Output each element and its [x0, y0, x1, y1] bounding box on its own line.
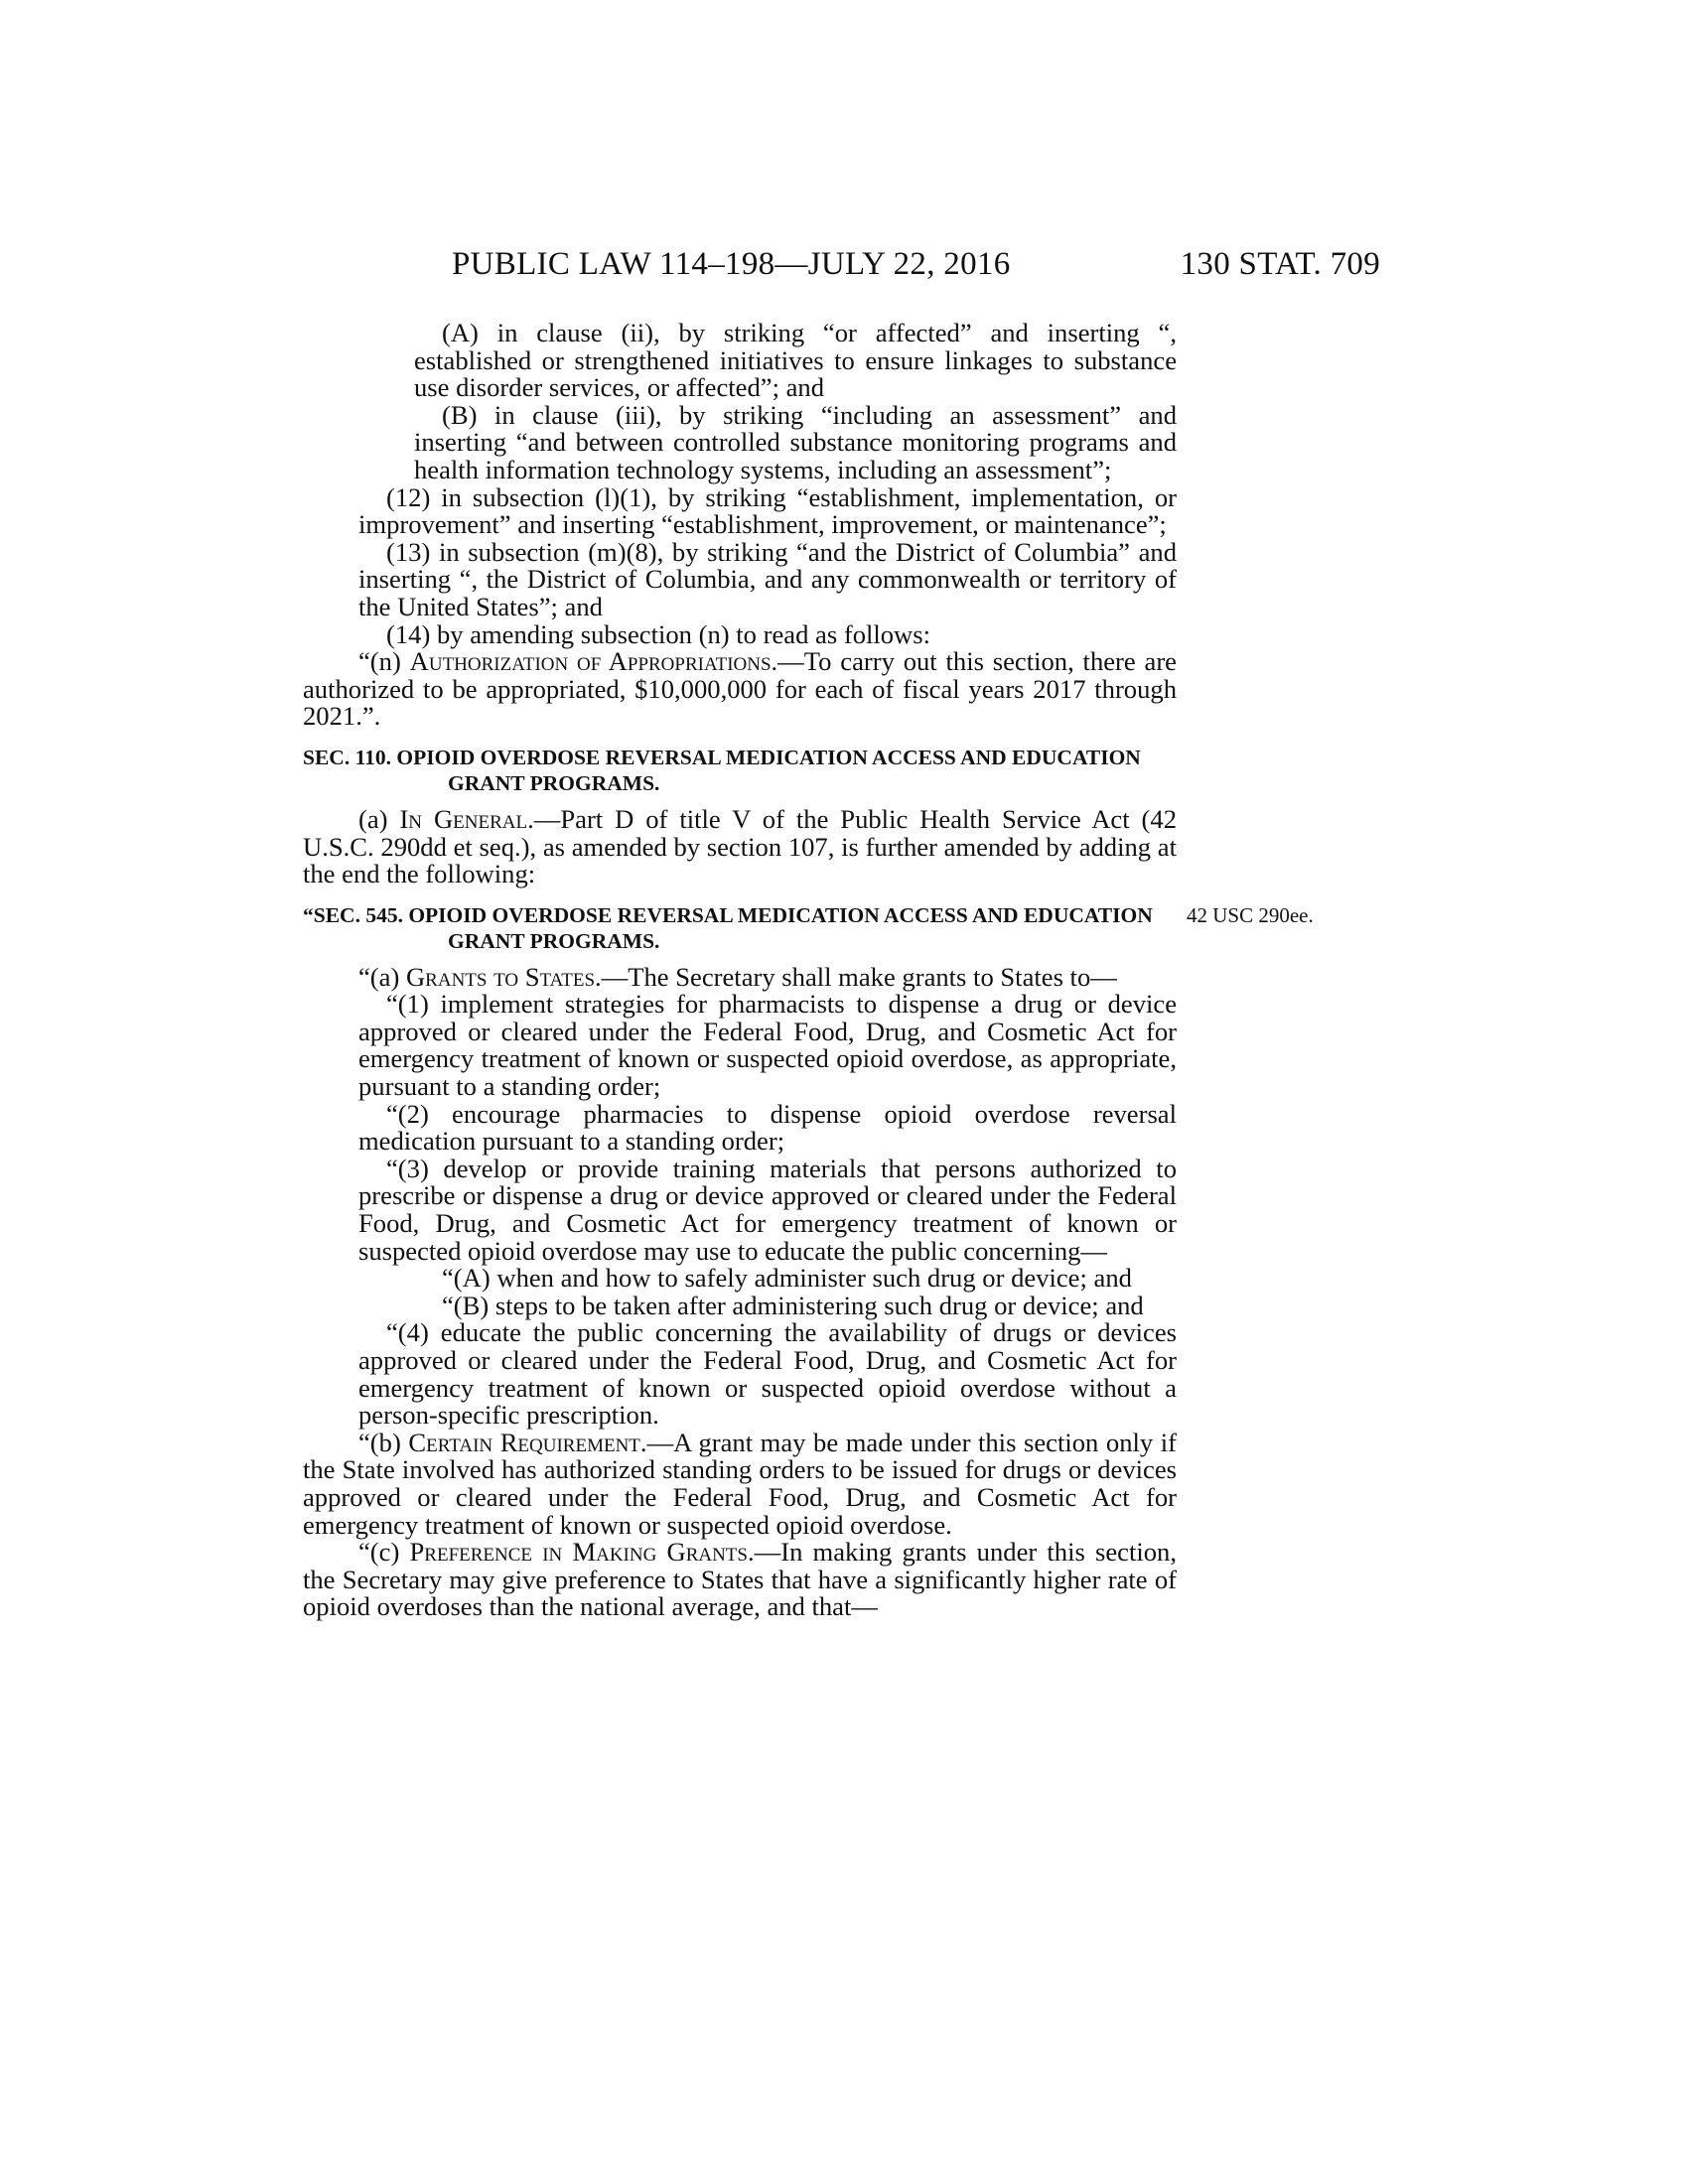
page-body — [303, 318, 1314, 1622]
preference-text: .—In making grants under this section, the Secretary may give preference to States that have a significantly higher rate of opioid overdoses than the national average, and that— — [303, 1537, 1177, 1622]
certain-requirement-heading: Certain Requirement — [408, 1427, 640, 1457]
section-110-heading: SEC. 110. OPIOID OVERDOSE REVERSAL MEDICATION ACCESS AND EDUCATION GRANT PROGRAMS. — [303, 745, 1141, 795]
paragraph-grants-to-states — [303, 961, 1177, 992]
in-general-text: .—Part D of title V of the Public Health Service Act (42 U.S.C. 290dd et seq.), as amended by section 107, is further amended by adding at the end the following: — [303, 803, 1177, 889]
preference-prefix: “(c) — [358, 1537, 410, 1568]
paragraph-13: (13) in subsection (m)(8), by striking “and the District of Columbia” and inserting “, the District of Columbia, and any commonwealth or territory of the United States”; and — [358, 536, 1177, 621]
paragraph-item-1: “(1) implement strategies for pharmacists to dispense a drug or device approved or cleared under the Federal Food, Drug, and Cosmetic Act for emergency treatment of known or suspected opioid overdose, as appropriate, pursuant to a standing order; — [358, 989, 1177, 1102]
grants-to-states-prefix: “(a) — [358, 961, 406, 992]
section-545-margin-note: 42 USC 290ee. — [1187, 902, 1314, 927]
page-header — [298, 246, 1380, 286]
paragraph-clause-b: (B) in clause (iii), by striking “including an assessment” and inserting “and between controlled substance monitoring programs and health information technology systems, including an assessment”; — [414, 399, 1177, 484]
in-general-heading: In General — [399, 803, 528, 834]
grants-to-states-text: .—The Secretary shall make grants to States to— — [595, 961, 1117, 992]
paragraph-14: (14) by amending subsection (n) to read as follows: — [386, 618, 931, 649]
paragraph-clause-a: (A) in clause (ii), by striking “or affected” and inserting “, established or strengthened initiatives to ensure linkages to substance use disorder services, or affected”; and — [414, 318, 1177, 403]
section-545-heading-text: “SEC. 545. OPIOID OVERDOSE REVERSAL MEDICATION ACCESS AND EDUCATION GRANT PROGRAMS. — [303, 902, 1153, 953]
paragraph-item-3-a: “(A) when and how to safely administer such drug or device; and — [442, 1263, 1132, 1294]
paragraph-subsection-n — [303, 648, 1177, 731]
paragraph-12: (12) in subsection (l)(1), by striking “establishment, implementation, or improvement” and inserting “establishment, improvement, or maintenance”; — [358, 481, 1177, 540]
certain-requirement-prefix: “(b) — [358, 1427, 409, 1457]
page-header-title: PUBLIC LAW 114–198—JULY 22, 2016 — [452, 246, 1011, 282]
paragraph-preference — [303, 1539, 1177, 1621]
subsection-n-prefix: “(n) — [358, 646, 410, 677]
in-general-prefix: (a) — [358, 803, 400, 834]
subsection-n-text: .—To carry out this section, there are authorized to be appropriated, $10,000,000 for each of fiscal years 2017 through 2021.”. — [303, 646, 1177, 732]
paragraph-certain-requirement — [303, 1427, 1177, 1540]
paragraph-item-2: “(2) encourage pharmacies to dispense opioid overdose reversal medication pursuant to a standing order; — [358, 1098, 1177, 1157]
certain-requirement-text: .—A grant may be made under this section only if the State involved has authorized standing orders to be issued for drugs or devices approved or cleared under the Federal Food, Drug, and Cosmetic Act for emergency treatment of known or suspected opioid overdose. — [303, 1427, 1177, 1540]
paragraph-in-general — [303, 803, 1177, 889]
paragraph-item-4: “(4) educate the public concerning the availability of drugs or devices approved or cleared under the Federal Food, Drug, and Cosmetic Act for emergency treatment of known or suspected opioid overdose without a person-specific prescription. — [358, 1317, 1177, 1431]
subsection-n-heading: Authorization of Appropriations — [409, 646, 772, 677]
section-545-heading — [303, 902, 1314, 954]
page-header-stat-number: 130 STAT. 709 — [1180, 246, 1380, 282]
paragraph-item-3-b: “(B) steps to be taken after administering such drug or device; and — [442, 1290, 1144, 1320]
paragraph-item-3: “(3) develop or provide training materials that persons authorized to prescribe or dispense a drug or device approved or cleared under the Federal Food, Drug, and Cosmetic Act for emergency treatment of known or suspected opioid overdose may use to educate the public concerning— — [358, 1153, 1177, 1266]
grants-to-states-heading: Grants to States — [405, 961, 596, 992]
preference-heading: Preference in Making Grants — [409, 1537, 748, 1568]
